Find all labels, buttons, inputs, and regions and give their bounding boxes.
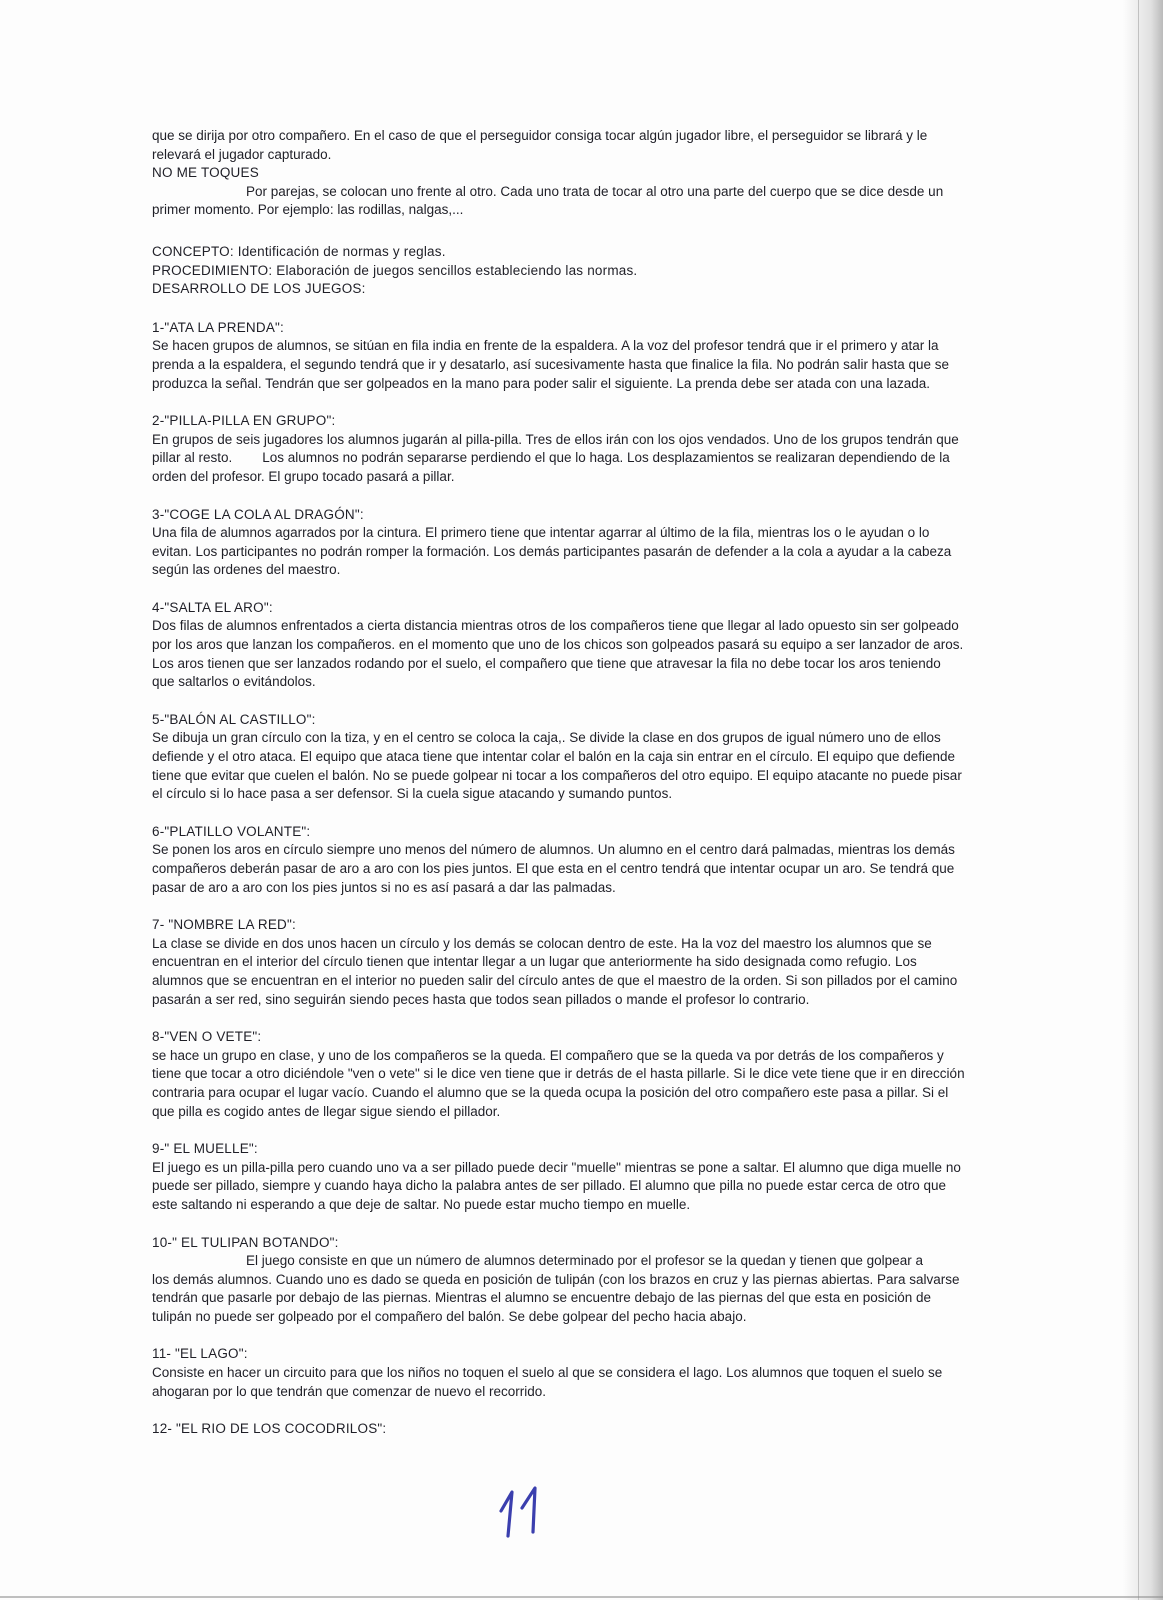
game-title: 3-"COGE LA COLA AL DRAGÓN": bbox=[152, 506, 364, 522]
game-8 bbox=[152, 1028, 967, 1121]
concept-block bbox=[152, 243, 967, 299]
game-7 bbox=[152, 916, 967, 1009]
section-title: NO ME TOQUES bbox=[152, 165, 259, 181]
game-title: 5-"BALÓN AL CASTILLO": bbox=[152, 711, 316, 727]
game-2 bbox=[152, 412, 967, 486]
game-text: La clase se divide en dos unos hacen un círculo y los demás se colocan dentro de este. Ha la voz del maestro los alumnos que se encuentran en el interior del círculo tienen que intentar llegar a un lugar que anteriormente ha sido designada como refugio. Los alumnos que se encuentran en el interior no pueden salir del círculo antes de que el maestro de la orden. Si son pillados por el camino pasarán a ser red, sino seguirán siendo peces hasta que todos sean pillados o mande el profesor lo contrario. bbox=[152, 935, 958, 1007]
game-title: 4-"SALTA EL ARO": bbox=[152, 599, 273, 615]
game-9 bbox=[152, 1140, 967, 1214]
game-text: los demás alumnos. Cuando uno es dado se queda en posición de tulipán (con los brazos en cruz y las piernas abiertas. Para salvarse tendrán que pasarle por debajo de las piernas. Mientras el alumno se encuentre debajo de las piernas del que esta en posición de tulipán no puede ser golpeado por el compañero del balón. Se debe golpear del pecho hacia abajo. bbox=[152, 1271, 960, 1324]
game-1 bbox=[152, 319, 967, 393]
desarrollo-heading: DESARROLLO DE LOS JUEGOS: bbox=[152, 281, 366, 297]
game-12 bbox=[152, 1420, 967, 1439]
handwritten-page-number bbox=[498, 1484, 546, 1540]
game-11 bbox=[152, 1345, 967, 1401]
game-title: 1-"ATA LA PRENDA": bbox=[152, 319, 284, 335]
game-text: Se ponen los aros en círculo siempre uno menos del número de alumnos. Un alumno en el centro dará palmadas, mientras los demás compañeros deberán pasar de aro a aro con los pies juntos. El que esta en el centro tendrá que intentar ocupar un aro. Se tendrá que pasar de aro a aro con los pies juntos si no es así pasará a dar las palmadas. bbox=[152, 842, 955, 895]
game-title: 10-" EL TULIPAN BOTANDO": bbox=[152, 1234, 339, 1250]
game-text-first-line: El juego consiste en que un número de alumnos determinado por el profesor se la quedan y tienen que golpear a bbox=[246, 1253, 923, 1269]
section-no-me-toques bbox=[152, 164, 967, 220]
document-body bbox=[152, 127, 967, 1458]
game-4 bbox=[152, 599, 967, 692]
section-text bbox=[152, 183, 967, 220]
game-title: 7- "NOMBRE LA RED": bbox=[152, 917, 296, 933]
game-title: 9-" EL MUELLE": bbox=[152, 1141, 258, 1157]
game-text: En grupos de seis jugadores los alumnos jugarán al pilla-pilla. Tres de ellos irán con los ojos vendados. Uno de los grupos tendrán que pillar al resto. Los alumnos no podrán separarse perdiendo el que lo haga. Los desplazamientos se realizaran dependiendo de la orden del profesor. El grupo tocado pasará a pillar. bbox=[152, 431, 963, 484]
game-text: Consiste en hacer un circuito para que los niños no toquen el suelo al que se considera el lago. Los alumnos que toquen el suelo se ahogaran por lo que tendrán que comenzar de nuevo el recorrido. bbox=[152, 1365, 943, 1399]
game-text: El juego es un pilla-pilla pero cuando uno va a ser pillado puede decir "muelle" mientras se pone a saltar. El alumno que diga muelle no puede ser pillado, siempre y cuando haya dicho la palabra antes de ser pillado. El alumno que pilla no puede estar cerca de otro que este saltando ni esperando a que deje de saltar. No puede estar mucho tiempo en muelle. bbox=[152, 1159, 961, 1212]
game-text: Se dibuja un gran círculo con la tiza, y en el centro se coloca la caja,. Se divide la clase en dos grupos de igual número uno de ellos defiende y el otro ataca. El equipo que ataca tiene que intentar colar el balón en la caja sin entrar en el círculo. El equipo que defiende tiene que evitar que cuelen el balón. No se puede golpear ni tocar a los compañeros del otro equipo. El equipo atacante no puede pisar el círculo si lo hace pasa a ser defensor. Si la cuela sigue atacando y sumando puntos. bbox=[152, 730, 962, 802]
intro-paragraph: que se dirija por otro compañero. En el caso de que el perseguidor consiga tocar algún jugador libre, el perseguidor se librará y le relevará el jugador capturado. bbox=[152, 128, 928, 162]
game-title: 2-"PILLA-PILLA EN GRUPO": bbox=[152, 413, 336, 429]
game-3 bbox=[152, 506, 967, 580]
scan-bottom-line bbox=[0, 1596, 1163, 1598]
game-title: 8-"VEN O VETE": bbox=[152, 1029, 262, 1045]
game-text: Se hacen grupos de alumnos, se sitúan en fila india en frente de la espaldera. A la voz del profesor tendrá que ir el primero y atar la prenda a la espaldera, el segundo tendrá que ir y desatarlo, así sucesivamente hasta que finalice la fila. No podrán salir hasta que se produzca la señal. Tendrán que ser golpeados en la mano para poder salir el siguiente. La prenda debe ser atada con una lazada. bbox=[152, 338, 949, 391]
game-5 bbox=[152, 711, 967, 804]
game-text: Dos filas de alumnos enfrentados a cierta distancia mientras otros de los compañeros tiene que llegar al lado opuesto sin ser golpeado por los aros que lanzan los compañeros. en el momento que uno de los chicos son golpeados pasará su equipo a ser lanzador de aros. Los aros tienen que ser lanzados rodando por el suelo, el compañero que tiene que atravesar la fila no debe tocar los aros teniendo que saltarlos o evitándolos. bbox=[152, 618, 964, 690]
concepto-line: CONCEPTO: Identificación de normas y reglas. bbox=[152, 243, 446, 259]
section-text-content: Por parejas, se colocan uno frente al otro. Cada uno trata de tocar al otro una parte del cuerpo que se dice desde un primer momento. Por ejemplo: las rodillas, nalgas,... bbox=[152, 183, 944, 218]
game-text: Una fila de alumnos agarrados por la cintura. El primero tiene que intentar agarrar al último de la fila, mientras los o le ayudan o lo evitan. Los participantes no podrán romper la formación. Los demás participantes pasarán de defender a la cola a ayudar a la cabeza según las ordenes del maestro. bbox=[152, 525, 952, 578]
scan-edge-shadow bbox=[1123, 0, 1163, 1600]
game-title: 11- "EL LAGO": bbox=[152, 1346, 248, 1362]
game-text: se hace un grupo en clase, y uno de los compañeros se la queda. El compañero que se la queda va por detrás de los compañeros y tiene que tocar a otro diciéndole "ven o vete" si le dice ven tiene que ir detrás de el hasta pillarle. Si le dice vete tiene que ir en dirección contraria para ocupar el lugar vacío. Cuando el alumno que se la queda ocupa la posición del otro compañero este pasa a pillar. Si el que pilla es cogido antes de llegar sigue siendo el pillador. bbox=[152, 1047, 965, 1119]
scan-edge-line bbox=[1138, 0, 1139, 1600]
game-6 bbox=[152, 823, 967, 897]
procedimiento-line: PROCEDIMIENTO: Elaboración de juegos sencillos estableciendo las normas. bbox=[152, 262, 638, 278]
game-10 bbox=[152, 1234, 967, 1327]
game-title: 6-"PLATILLO VOLANTE": bbox=[152, 823, 311, 839]
game-title: 12- "EL RIO DE LOS COCODRILOS": bbox=[152, 1421, 387, 1437]
